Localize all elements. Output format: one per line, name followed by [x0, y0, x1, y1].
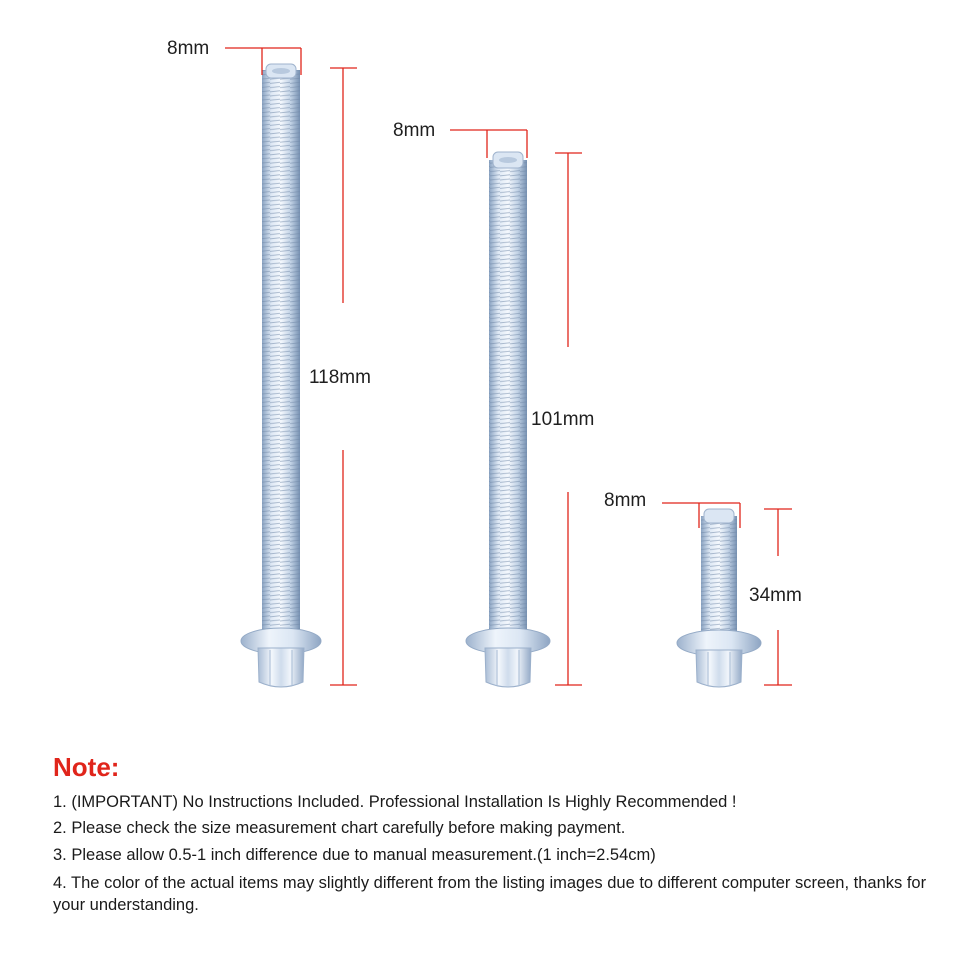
bolt-3-length-label: 34mm	[749, 585, 802, 606]
bolt-3-diameter-label: 8mm	[604, 490, 647, 511]
note-line-4: 4. The color of the actual items may slightly different from the listing images due to different computer screen, thanks for your understanding.	[53, 874, 927, 914]
note-line-2: 2. Please check the size measurement chart carefully before making payment.	[53, 819, 626, 837]
note-line-3: 3. Please allow 0.5-1 inch difference due to manual measurement.(1 inch=2.54cm)	[53, 846, 656, 864]
bolt-3-head	[696, 650, 742, 687]
bolt-2-diameter-label: 8mm	[393, 120, 436, 141]
bolt-3-tip	[704, 509, 734, 523]
note-line-1: 1. (IMPORTANT) No Instructions Included. Professional Installation Is Highly Recommended !	[53, 793, 737, 811]
bolt-2-head	[485, 648, 531, 687]
bolt-1-length-label: 118mm	[309, 367, 371, 388]
bolt-1-diameter-label: 8mm	[167, 38, 210, 59]
note-title: Note:	[53, 752, 120, 782]
bolt-2-length-label: 101mm	[531, 409, 595, 430]
bolt-1-head	[258, 648, 304, 687]
